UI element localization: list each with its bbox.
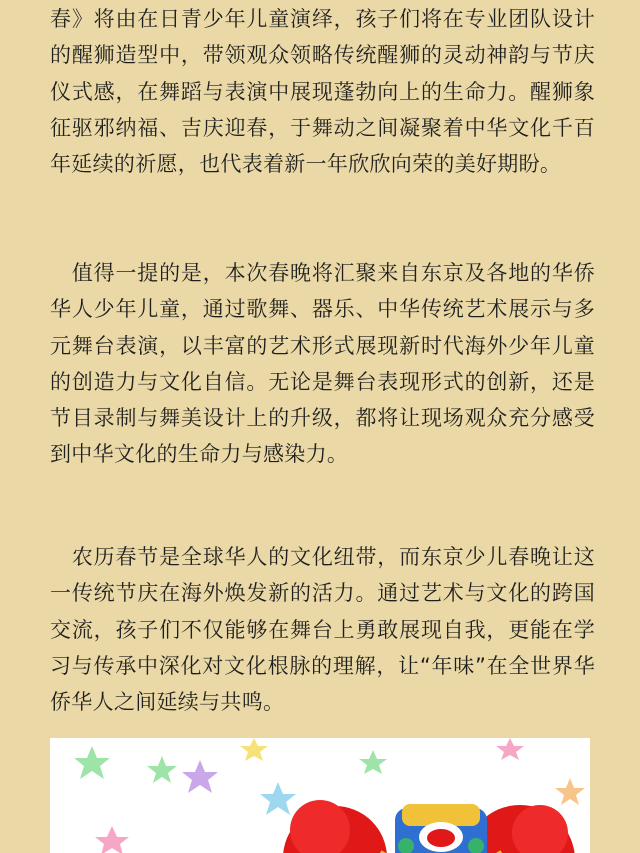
star-icon: [555, 778, 585, 805]
star-icon: [240, 738, 268, 761]
star-icon: [182, 760, 218, 793]
star-icon: [496, 738, 524, 760]
lion-dance-illustration: [50, 738, 590, 853]
paragraph-2: 值得一提的是，本次春晚将汇聚来自东京及各地的华侨华人少年儿童，通过歌舞、器乐、中华传统艺术展示与多元舞台表演，以丰富的艺术形式展现新时代海外少年儿童的创造力与文化自信。无论是舞台表现形式的创新，还是节目录制与舞美设计上的升级，都将让现场观众充分感受到中华文化的生命力与感染力。: [50, 261, 595, 467]
paragraph-3: 农历春节是全球华人的文化纽带，而东京少儿春晚让这一传统节庆在海外焕发新的活力。通过艺术与文化的跨国交流，孩子们不仅能够在舞台上勇敢展现自我，更能在学习与传承中深化对文化根脉的理解，让“年味”在全世界华侨华人之间延续与共鸣。: [50, 545, 595, 715]
article-photo: [50, 738, 590, 853]
paragraph-1: 春》将由在日青少年儿童演绎，孩子们将在专业团队设计的醒狮造型中，带领观众领略传统醒狮的灵动神韵与节庆仪式感，在舞蹈与表演中展现蓬勃向上的生命力。醒狮象征驱邪纳福、吉庆迎春，于舞动之间凝聚着中华文化千百年延续的祈愿，也代表着新一年欣欣向荣的美好期盼。: [50, 7, 595, 177]
star-icon: [260, 782, 296, 815]
star-icon: [147, 756, 177, 783]
lion-head: [283, 800, 575, 853]
star-icon: [95, 826, 129, 853]
star-icon: [359, 750, 387, 774]
star-icon: [74, 746, 110, 779]
